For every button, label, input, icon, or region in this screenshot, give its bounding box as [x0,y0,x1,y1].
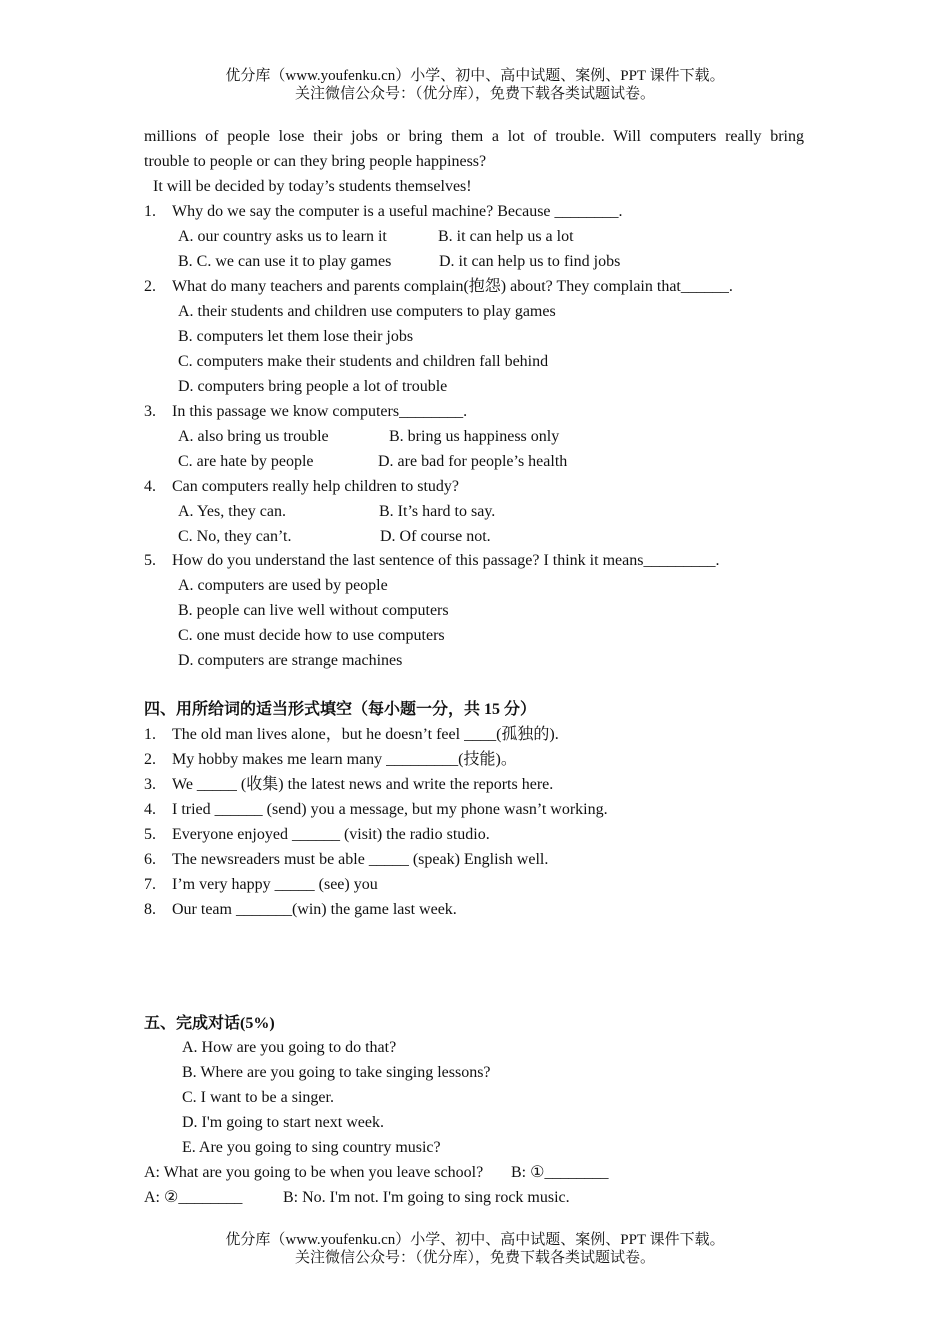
answer-option: A. also bring us trouble [178,428,329,445]
question-number: 4. [144,478,156,495]
section-title: 四、用所给词的适当形式填空（每小题一分，共 15 分） [144,701,537,718]
fill-blank-item: Our team _______(win) the game last week. [172,901,457,918]
fill-blank-item: My hobby makes me learn many _________(技能)。 [172,751,517,768]
answer-option: D. it can help us to find jobs [439,253,621,270]
answer-option: D. Of course not. [380,528,491,545]
dialogue-line: B: No. I'm not. I'm going to sing rock music. [283,1189,570,1206]
answer-option: B. computers let them lose their jobs [178,328,414,345]
answer-option: C. one must decide how to use computers [178,627,445,644]
answer-option: B. bring us happiness only [389,428,560,445]
page-header-line-1: 优分库（www.youfenku.cn）小学、初中、高中试题、案例、PPT 课件下载。 [225,68,725,84]
fill-blank-item: I tried ______ (send) you a message, but my phone wasn’t working. [172,801,608,818]
fill-blank-item: The old man lives alone，but he doesn’t feel ____(孤独的). [172,726,559,743]
answer-option: A. our country asks us to learn it [178,228,387,245]
answer-option: B. people can live well without computers [178,602,449,619]
answer-option: D. are bad for people’s health [378,453,568,470]
fill-blank-item: The newsreaders must be able _____ (speak) English well. [172,851,549,868]
fill-blank-item: We _____ (收集) the latest news and write the reports here. [172,776,554,793]
fill-blank-item: I’m very happy _____ (see) you [172,876,378,893]
question-stem: What do many teachers and parents complain(抱怨) about? They complain that______. [172,278,733,295]
answer-option: C. computers make their students and children fall behind [178,353,549,370]
page-footer-line-1: 优分库（www.youfenku.cn）小学、初中、高中试题、案例、PPT 课件下载。 [225,1232,725,1248]
question-number: 5. [144,552,156,569]
answer-option: C. No, they can’t. [178,528,292,545]
passage-line: It will be decided by today’s students themselves! [153,178,472,195]
answer-option: A. computers are used by people [178,577,388,594]
dialogue-option: C. I want to be a singer. [182,1089,334,1106]
dialogue-option: E. Are you going to sing country music? [182,1139,441,1156]
page-header-line-2: 关注微信公众号：（优分库），免费下载各类试题试卷。 [294,86,655,102]
dialogue-line: B: ①________ [511,1164,609,1181]
dialogue-option: D. I'm going to start next week. [182,1114,384,1131]
question-stem: In this passage we know computers________. [172,403,468,420]
dialogue-line: A: ②________ [144,1189,243,1206]
fill-blank-number: 2. [144,751,156,768]
fill-blank-number: 1. [144,726,156,743]
answer-option: D. computers are strange machines [178,652,403,669]
fill-blank-number: 7. [144,876,156,893]
answer-option: A. their students and children use computers to play games [178,303,556,320]
section-title: 五、完成对话(5%) [144,1015,275,1032]
fill-blank-number: 6. [144,851,156,868]
dialogue-line: A: What are you going to be when you leave school? [144,1164,484,1181]
dialogue-option: B. Where are you going to take singing lessons? [182,1064,491,1081]
page-footer-line-2: 关注微信公众号：（优分库），免费下载各类试题试卷。 [294,1250,655,1266]
fill-blank-number: 4. [144,801,156,818]
answer-option: B. C. we can use it to play games [178,253,392,270]
dialogue-option: A. How are you going to do that? [182,1039,397,1056]
question-number: 2. [144,278,156,295]
fill-blank-number: 5. [144,826,156,843]
fill-blank-number: 8. [144,901,156,918]
question-stem: Why do we say the computer is a useful machine? Because ________. [172,203,623,220]
question-number: 1. [144,203,156,220]
answer-option: B. it can help us a lot [438,228,574,245]
passage-line: trouble to people or can they bring people happiness? [144,153,487,170]
fill-blank-item: Everyone enjoyed ______ (visit) the radio studio. [172,826,490,843]
question-stem: Can computers really help children to study? [172,478,460,495]
fill-blank-number: 3. [144,776,156,793]
answer-option: B. It’s hard to say. [379,503,496,520]
answer-option: C. are hate by people [178,453,314,470]
question-stem: How do you understand the last sentence of this passage? I think it means_________. [172,552,720,569]
question-number: 3. [144,403,156,420]
answer-option: A. Yes, they can. [178,503,286,520]
answer-option: D. computers bring people a lot of trouble [178,378,448,395]
passage-line: millions of people lose their jobs or bring them a lot of trouble. Will computers really bring [144,128,804,145]
